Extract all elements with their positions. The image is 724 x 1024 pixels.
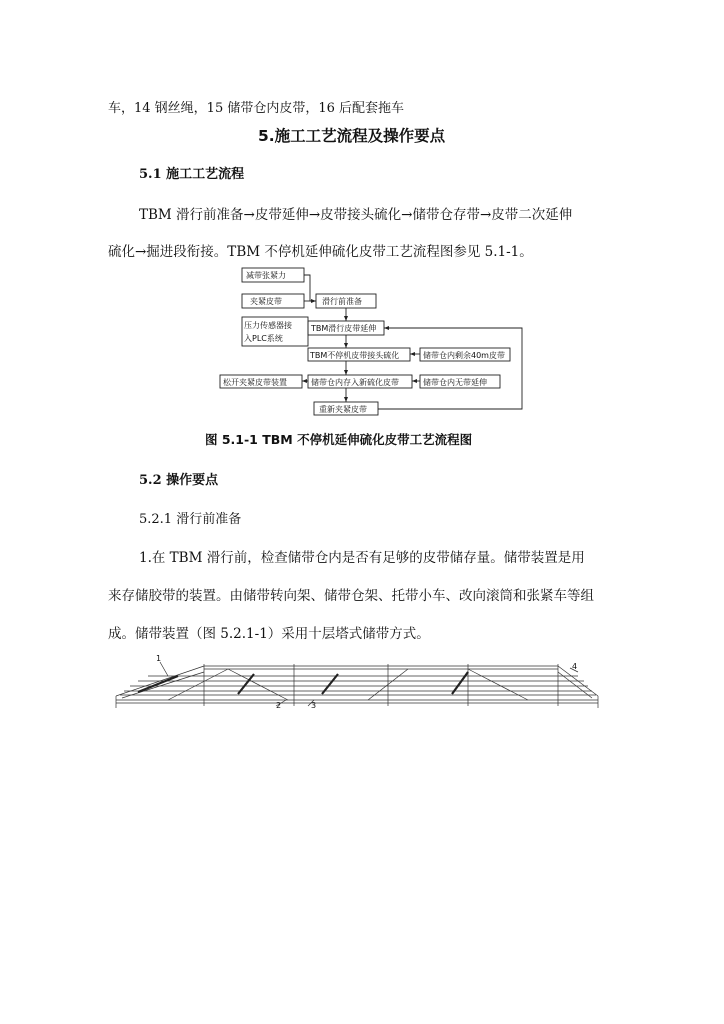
belt-label-3: 3	[311, 701, 317, 710]
s521-title: 5.2.1 滑行前准备	[139, 512, 242, 527]
box-reclamp-label: 重新夹紧皮带	[319, 405, 367, 414]
belt-label-4: 4	[572, 662, 578, 671]
s51-para-line2: 硫化→掘进段衔接。TBM 不停机延伸硫化皮带工艺流程图参见 5.1-1。	[108, 244, 533, 260]
s52-title: 5.2 操作要点	[139, 473, 219, 488]
box-vulcanize-label: TBM不停机皮带接头硫化	[310, 351, 400, 360]
box-extend-label: TBM滑行皮带延伸	[311, 324, 377, 333]
belt-storage-figure	[108, 650, 600, 710]
header-line: 车，14 钢丝绳，15 储带仓内皮带，16 后配套拖车	[108, 101, 405, 116]
box-no-belt-label: 储带仓内无带延伸	[423, 378, 487, 387]
belt-label-1: 1	[156, 654, 162, 663]
section-title: 5.施工工艺流程及操作要点	[258, 127, 446, 145]
box-clamp-label: 夹紧皮带	[250, 297, 282, 306]
box-sensor-label-1: 压力传感器接	[244, 321, 292, 330]
process-flowchart	[212, 262, 528, 418]
box-release-label: 松开夹紧皮带装置	[223, 378, 287, 387]
box-store-label: 储带仓内存入新硫化皮带	[311, 378, 399, 387]
box-tension-label: 减带张紧力	[246, 271, 286, 280]
figure-caption: 图 5.1-1 TBM 不停机延伸硫化皮带工艺流程图	[205, 432, 473, 447]
s51-para-line1: TBM 滑行前准备→皮带延伸→皮带接头硫化→储带仓存带→皮带二次延伸	[139, 207, 573, 223]
belt-label-2: 2	[276, 701, 282, 710]
s521-para-line3: 成。储带装置（图 5.2.1-1）采用十层塔式储带方式。	[108, 626, 430, 642]
box-remain-label: 储带仓内剩余40m皮带	[423, 351, 505, 360]
s51-title: 5.1 施工工艺流程	[139, 167, 245, 182]
box-sensor-label-2: 入PLC系统	[244, 334, 283, 343]
s521-para-line2: 来存储胶带的装置。由储带转向架、储带仓架、托带小车、改向滚筒和张紧车等组	[108, 588, 594, 604]
box-prep-label: 滑行前准备	[322, 297, 362, 306]
s521-para-line1: 1.在 TBM 滑行前，检查储带仓内是否有足够的皮带储存量。储带装置是用	[139, 550, 585, 566]
